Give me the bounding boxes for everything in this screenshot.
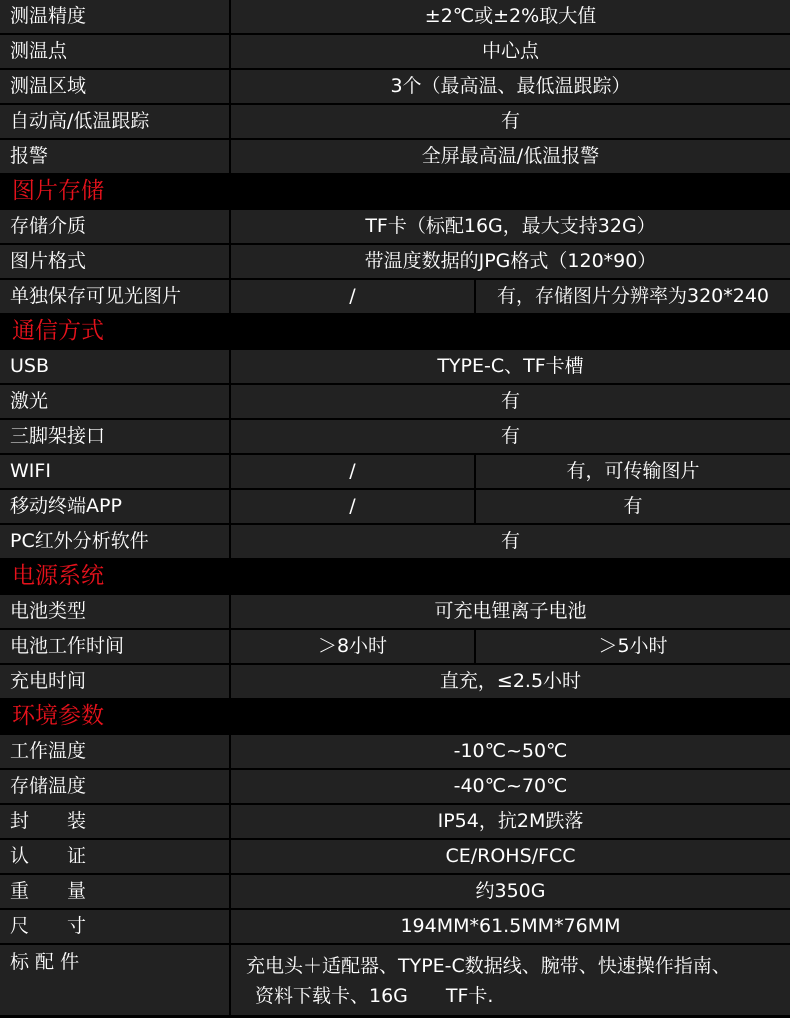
spec-label: 测温点: [0, 35, 229, 68]
spec-row-dimensions: [0, 910, 790, 943]
spec-value: -10℃~50℃: [231, 735, 790, 768]
spec-row-charge-time: [0, 665, 790, 698]
spec-row-usb: [0, 350, 790, 383]
spec-row-measure-point: [0, 35, 790, 68]
spec-label: 重 量: [0, 875, 229, 908]
spec-label: 工作温度: [0, 735, 229, 768]
spec-label: 自动高/低温跟踪: [0, 105, 229, 138]
section-title: 通信方式: [12, 318, 104, 344]
spec-row-weight: [0, 875, 790, 908]
spec-value-left: ＞8小时: [231, 630, 474, 663]
spec-label: 充电时间: [0, 665, 229, 698]
spec-label: 移动终端APP: [0, 490, 229, 523]
spec-row-enclosure: [0, 805, 790, 838]
spec-label: 存储介质: [0, 210, 229, 243]
spec-value-left: /: [231, 455, 474, 488]
spec-value: 有: [231, 420, 790, 453]
section-heading-storage: [0, 175, 790, 208]
spec-label: WIFI: [0, 455, 229, 488]
spec-label: 认 证: [0, 840, 229, 873]
spec-value: 可充电锂离子电池: [231, 595, 790, 628]
spec-value: TF卡（标配16G，最大支持32G）: [231, 210, 790, 243]
spec-value: ±2℃或±2%取大值: [231, 0, 790, 33]
spec-label: 单独保存可见光图片: [0, 280, 229, 313]
spec-row-app: [0, 490, 790, 523]
spec-value-right: 有: [476, 490, 790, 523]
section-title: 环境参数: [12, 703, 104, 729]
spec-value-right: 有，存储图片分辨率为320*240: [476, 280, 790, 313]
spec-label: 激光: [0, 385, 229, 418]
spec-value: -40℃~70℃: [231, 770, 790, 803]
spec-label: 封 装: [0, 805, 229, 838]
spec-row-storage-media: [0, 210, 790, 243]
section-heading-communication: [0, 315, 790, 348]
spec-value: [231, 945, 790, 1015]
spec-label: 电池类型: [0, 595, 229, 628]
spec-value: 194MM*61.5MM*76MM: [231, 910, 790, 943]
spec-label: 测温区域: [0, 70, 229, 103]
section-title: 电源系统: [12, 563, 104, 589]
spec-value: 3个（最高温、最低温跟踪）: [231, 70, 790, 103]
spec-row-operating-temp: [0, 735, 790, 768]
spec-value: 有: [231, 105, 790, 138]
spec-value-left: /: [231, 490, 474, 523]
spec-row-battery-type: [0, 595, 790, 628]
spec-row-alarm: [0, 140, 790, 173]
accessories-line-1: 充电头＋适配器、TYPE-C数据线、腕带、快速操作指南、: [246, 955, 731, 977]
spec-row-laser: [0, 385, 790, 418]
spec-row-storage-temp: [0, 770, 790, 803]
spec-label: 标 配 件: [0, 945, 229, 1015]
spec-row-image-format: [0, 245, 790, 278]
spec-label: 测温精度: [0, 0, 229, 33]
spec-label: 存储温度: [0, 770, 229, 803]
spec-label: 电池工作时间: [0, 630, 229, 663]
spec-value-right: ＞5小时: [476, 630, 790, 663]
spec-value-right: 有，可传输图片: [476, 455, 790, 488]
spec-row-tripod: [0, 420, 790, 453]
spec-value-left: /: [231, 280, 474, 313]
spec-value: 带温度数据的JPG格式（120*90）: [231, 245, 790, 278]
spec-value: 中心点: [231, 35, 790, 68]
spec-label: PC红外分析软件: [0, 525, 229, 558]
spec-value: 约350G: [231, 875, 790, 908]
section-title: 图片存储: [12, 178, 104, 204]
section-heading-environment: [0, 700, 790, 733]
spec-row-visible-image: [0, 280, 790, 313]
spec-row-pc-software: [0, 525, 790, 558]
spec-row-battery-life: [0, 630, 790, 663]
spec-value: IP54，抗2M跌落: [231, 805, 790, 838]
spec-value: 有: [231, 525, 790, 558]
spec-row-wifi: [0, 455, 790, 488]
spec-value: TYPE-C、TF卡槽: [231, 350, 790, 383]
spec-row-tracking: [0, 105, 790, 138]
spec-row-accessories: [0, 945, 790, 1015]
spec-label: 报警: [0, 140, 229, 173]
spec-value: 直充，≤2.5小时: [231, 665, 790, 698]
spec-value: 有: [231, 385, 790, 418]
spec-value: 全屏最高温/低温报警: [231, 140, 790, 173]
spec-row-measure-area: [0, 70, 790, 103]
spec-value: CE/ROHS/FCC: [231, 840, 790, 873]
spec-label: 图片格式: [0, 245, 229, 278]
spec-row-certification: [0, 840, 790, 873]
spec-label: 尺 寸: [0, 910, 229, 943]
accessories-line-2: 资料下载卡、16G TF卡.: [255, 985, 494, 1007]
spec-label: 三脚架接口: [0, 420, 229, 453]
spec-label: USB: [0, 350, 229, 383]
section-heading-power: [0, 560, 790, 593]
spec-row-accuracy: [0, 0, 790, 33]
